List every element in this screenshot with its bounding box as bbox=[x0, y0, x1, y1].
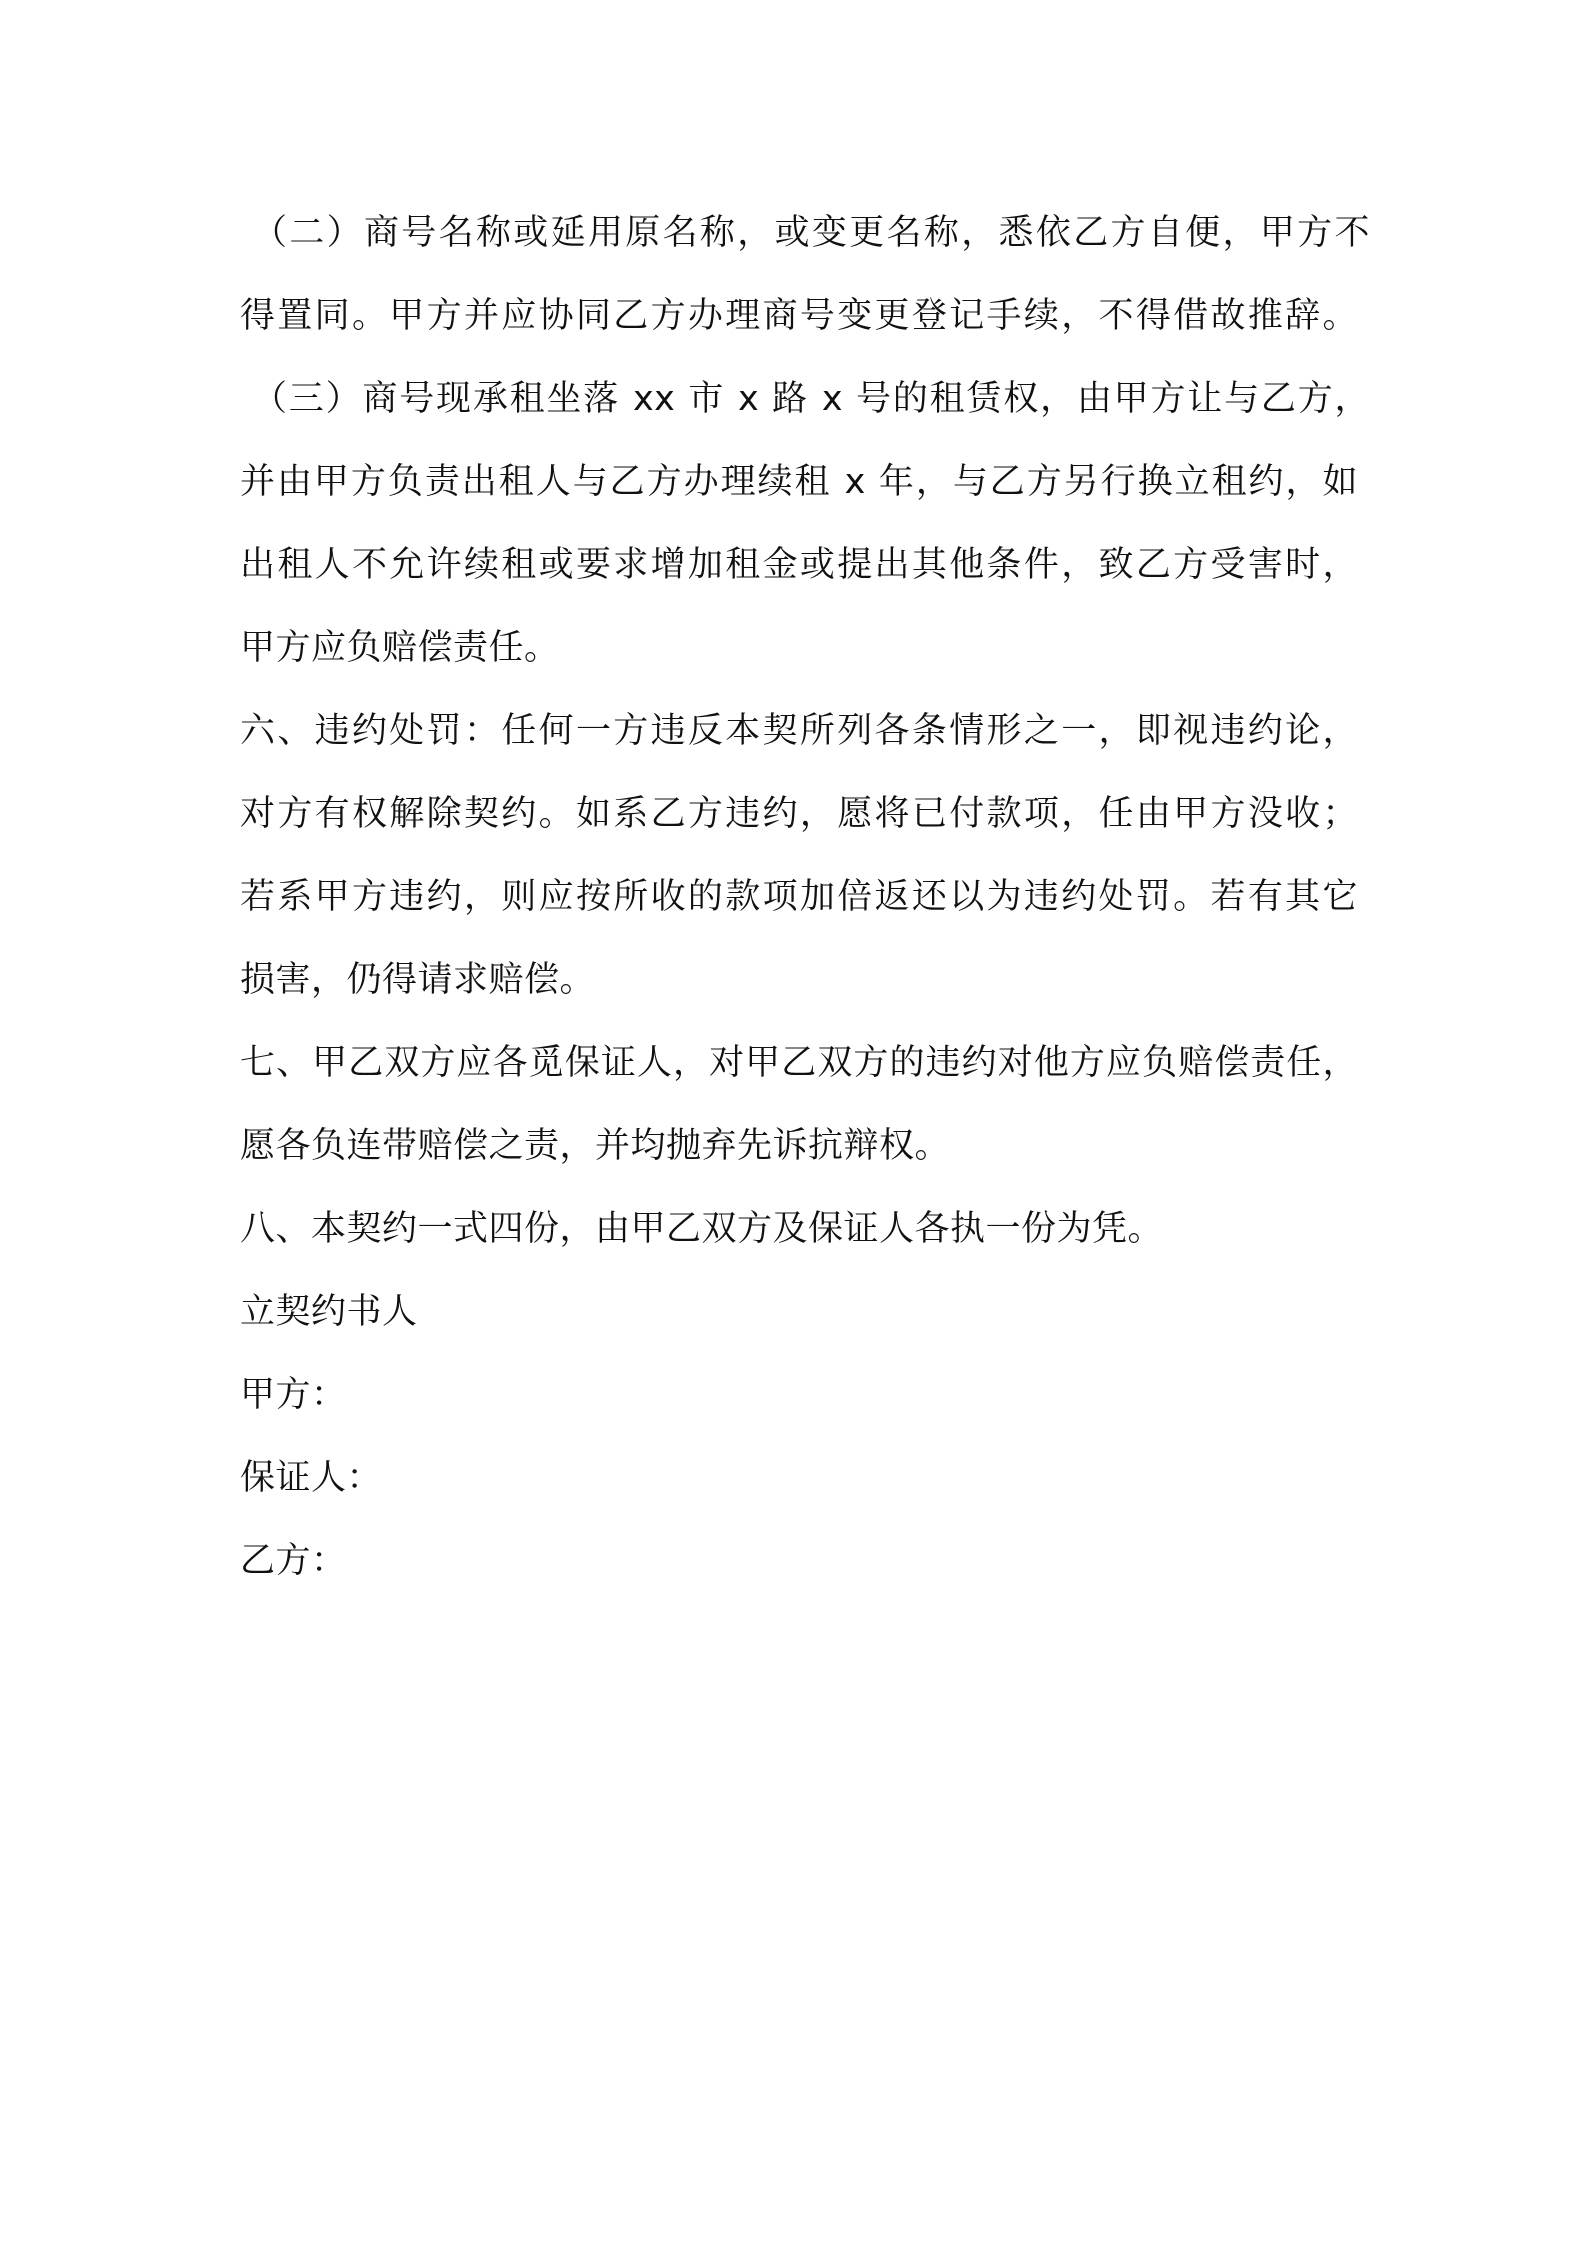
section-6-line-3: 若系甲方违约，则应按所收的款项加倍返还以为违约处罚。若有其它 bbox=[240, 877, 1358, 917]
section-6-line-2: 对方有权解除契约。如系乙方违约，愿将已付款项，任由甲方没收； bbox=[240, 794, 1358, 834]
section-6-line-1: 六、违约处罚：任何一方违反本契所列各条情形之一，即视违约论， bbox=[240, 711, 1358, 751]
party-b-label: 乙方： bbox=[240, 1541, 347, 1581]
party-a-label: 甲方： bbox=[240, 1375, 347, 1415]
section-7-line-2: 愿各负连带赔偿之责，并均抛弃先诉抗辩权。 bbox=[240, 1126, 951, 1166]
clause-2-line-1: （二）商号名称或延用原名称，或变更名称，悉依乙方自便，甲方不 bbox=[252, 213, 1370, 253]
clause-3-line-3: 出租人不允许续租或要求增加租金或提出其他条件，致乙方受害时， bbox=[240, 545, 1358, 585]
section-8-line-1: 八、本契约一式四份，由甲乙双方及保证人各执一份为凭。 bbox=[240, 1209, 1164, 1249]
signatory-heading: 立契约书人 bbox=[240, 1292, 418, 1332]
clause-3-line-1: （三）商号现承租坐落 xx 市 x 路 x 号的租赁权，由甲方让与乙方， bbox=[252, 379, 1370, 419]
section-7-line-1: 七、甲乙双方应各觅保证人，对甲乙双方的违约对他方应负赔偿责任， bbox=[240, 1043, 1358, 1083]
clause-3-line-4: 甲方应负赔偿责任。 bbox=[240, 628, 560, 668]
clause-2-line-2: 得置同。甲方并应协同乙方办理商号变更登记手续，不得借故推辞。 bbox=[240, 296, 1358, 336]
document-body bbox=[240, 192, 1370, 1603]
section-6-line-4: 损害，仍得请求赔偿。 bbox=[240, 960, 596, 1000]
guarantor-label: 保证人： bbox=[240, 1458, 383, 1498]
clause-3-line-2: 并由甲方负责出租人与乙方办理续租 x 年，与乙方另行换立租约，如 bbox=[240, 462, 1358, 502]
